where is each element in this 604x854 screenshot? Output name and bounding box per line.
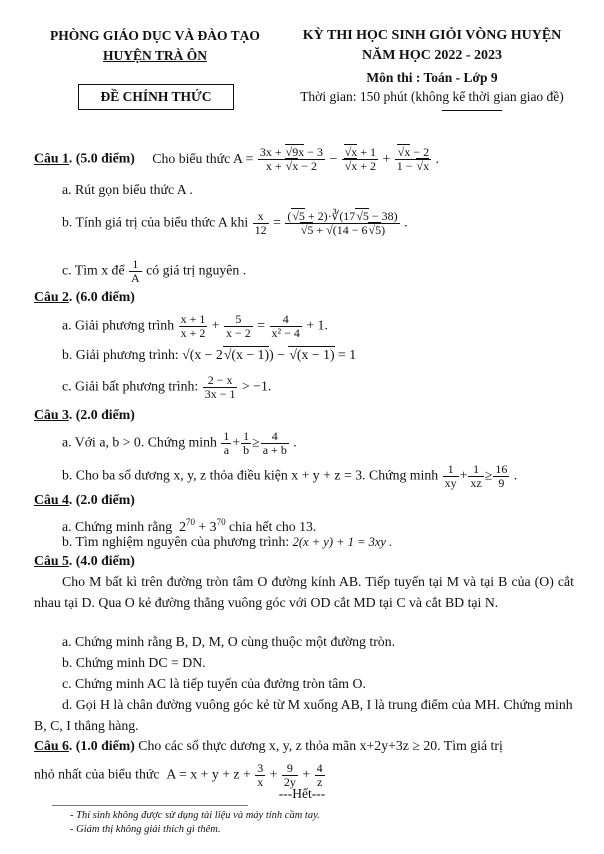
question-5-label: Câu 5 <box>34 553 69 568</box>
time-line: Thời gian: 150 phút (không kể thời gian giao đề) <box>300 89 564 104</box>
note-1: - Thí sinh không được sử dụng tài liệu và máy tính cầm tay. <box>70 810 320 821</box>
question-6-text: Cho các số thực dương x, y, z thỏa mãn x+2y+3z ≥ 20. Tìm giá trị <box>138 738 503 753</box>
question-4a-text: a. Chứng minh rằng <box>62 519 173 534</box>
question-1c-text: c. Tìm x để <box>62 262 125 278</box>
department-name: PHÒNG GIÁO DỤC VÀ ĐÀO TẠO <box>50 28 260 43</box>
question-5a: a. Chứng minh rằng B, D, M, O cùng thuộc một đường tròn. <box>62 634 396 649</box>
question-3a-text: a. Với a, b > 0. Chứng minh <box>62 434 217 450</box>
question-1-intro: Cho biểu thức <box>152 150 231 166</box>
question-5b: b. Chứng minh DC = DN. <box>62 655 206 670</box>
question-5d: d. Gọi H là chân đường vuông góc kẻ từ M xuống AB, I là trung điểm của MH. Chứng minh B, C, I thẳng hàng. <box>34 697 573 733</box>
question-3a: a. Với a, b > 0. Chứng minh $\frac{1}{a}$ + $\frac{1}{b}$ ≥ $\frac{4}{a + b}$ . <box>62 429 297 457</box>
question-2a: a. Giải phương trình $\frac{x + 1}{x + 2}$ + $\frac{5}{x - 2}$ = $\frac{4}{\text{x² − 4}}$ + 1. <box>62 312 328 340</box>
question-2c: c. Giải bất phương trình: $\frac{2 - x}{3x - 1}$ > −1. <box>62 373 272 401</box>
question-6-line1 <box>34 737 503 755</box>
question-2-header <box>34 288 135 306</box>
question-4b <box>62 533 392 551</box>
question-5-points: . (4.0 điểm) <box>68 553 135 568</box>
question-2b: b. Giải phương trình: √(x − 2√(x − 1)) − √(x − 1) = 1 <box>62 347 357 362</box>
question-6-text2: nhỏ nhất của biểu thức <box>34 766 160 782</box>
district-name: HUYỆN TRÀ ÔN <box>102 48 207 63</box>
school-year: NĂM HỌC 2022 - 2023 <box>362 48 502 63</box>
header-divider <box>442 110 502 111</box>
question-4-header <box>34 491 135 509</box>
question-6-label: Câu 6 <box>34 738 69 753</box>
question-6-points: . (1.0 điểm) <box>68 738 135 753</box>
question-5-intro: Cho M bất kì trên đường tròn tâm O đường kính AB. Tiếp tuyến tại M và tại B của (O) cắt nhau tại D. Qua O kẻ đường thẳng vuông góc với OD cắt MD tại C và cắt BD tại N. <box>34 574 574 610</box>
question-3-points: . (2.0 điểm) <box>68 407 135 422</box>
header-left <box>34 26 276 66</box>
question-4b-text: b. Tìm nghiệm nguyên của phương trình: <box>62 534 290 549</box>
footer-divider <box>52 805 248 806</box>
question-4a: a. Chứng minh rằng $2^{70} + 3^{70}$ chia hết cho 13. <box>62 517 317 534</box>
question-6-line2: nhỏ nhất của biểu thức A = x + y + z + $\frac{3}{x}$ + $\frac{9}{2y}$ + $\frac{4}{z}$ <box>34 761 323 789</box>
question-3b-text: b. Cho ba số dương x, y, z thỏa điều kiện x + y + z = 3. Chứng minh <box>62 467 439 483</box>
question-1a: a. Rút gọn biểu thức A . <box>62 182 193 197</box>
question-1b: b. Tính giá trị của biểu thức A khi $\frac{x}{12}$ = $\frac{(√5 + 2)\cdot∛(17√5 - 38)}{√5 + √(14 - 6√5)}$ . <box>62 209 408 237</box>
question-4-label: Câu 4 <box>34 492 69 507</box>
end-marker: ---Hết--- <box>278 786 326 801</box>
question-2-points: . (6.0 điểm) <box>68 289 135 304</box>
question-1b-text: b. Tính giá trị của biểu thức A khi <box>62 214 249 230</box>
question-4a-suffix: chia hết cho 13. <box>229 519 317 534</box>
question-2a-text: a. Giải phương trình <box>62 317 175 333</box>
header-right <box>282 26 582 111</box>
note-2: - Giám thị không giải thích gì thêm. <box>70 824 221 835</box>
question-4-points: . (2.0 điểm) <box>68 492 135 507</box>
question-5-header <box>34 552 135 570</box>
exam-title: KỲ THI HỌC SINH GIỎI VÒNG HUYỆN <box>302 28 562 43</box>
question-4b-equation: 2(x + y) + 1 = 3xy . <box>292 535 393 549</box>
question-2c-text: c. Giải bất phương trình: <box>62 378 199 394</box>
question-2-label: Câu 2 <box>34 289 69 304</box>
subject-line: Môn thi : Toán - Lớp 9 <box>366 70 498 85</box>
question-1c: c. Tìm x để $\frac{1}{A}$ có giá trị nguyên . <box>62 257 247 285</box>
question-1c-suffix: có giá trị nguyên . <box>146 262 247 278</box>
question-5c: c. Chứng minh AC là tiếp tuyến của đường tròn tâm O. <box>62 676 366 691</box>
question-3-label: Câu 3 <box>34 407 69 422</box>
question-2b-text: b. Giải phương trình: <box>62 347 179 362</box>
question-1-points: . (5.0 điểm) <box>68 150 135 166</box>
question-1-label: Câu 1 <box>34 150 69 166</box>
question-1b-value: $\frac{(√5 + 2)\cdot∛(17√5 - 38)}{√5 + √(14 - 6√5)}$ <box>287 209 398 237</box>
question-3b: b. Cho ba số dương x, y, z thỏa điều kiện x + y + z = 3. Chứng minh $\frac{1}{xy}$ + $\frac{1}{xz}$ ≥ $\frac{16}{9}$ . <box>62 462 518 490</box>
question-3-header <box>34 406 135 424</box>
official-exam-badge: ĐỀ CHÍNH THỨC <box>78 84 234 110</box>
expression-A: A = $\frac{3x + √9x - 3}{x + √x - 2}$ − $\frac{√x + 1}{√x + 2}$ + $\frac{√x - 2}{1 - √x}$ . <box>232 145 440 173</box>
question-1-header <box>34 146 439 173</box>
